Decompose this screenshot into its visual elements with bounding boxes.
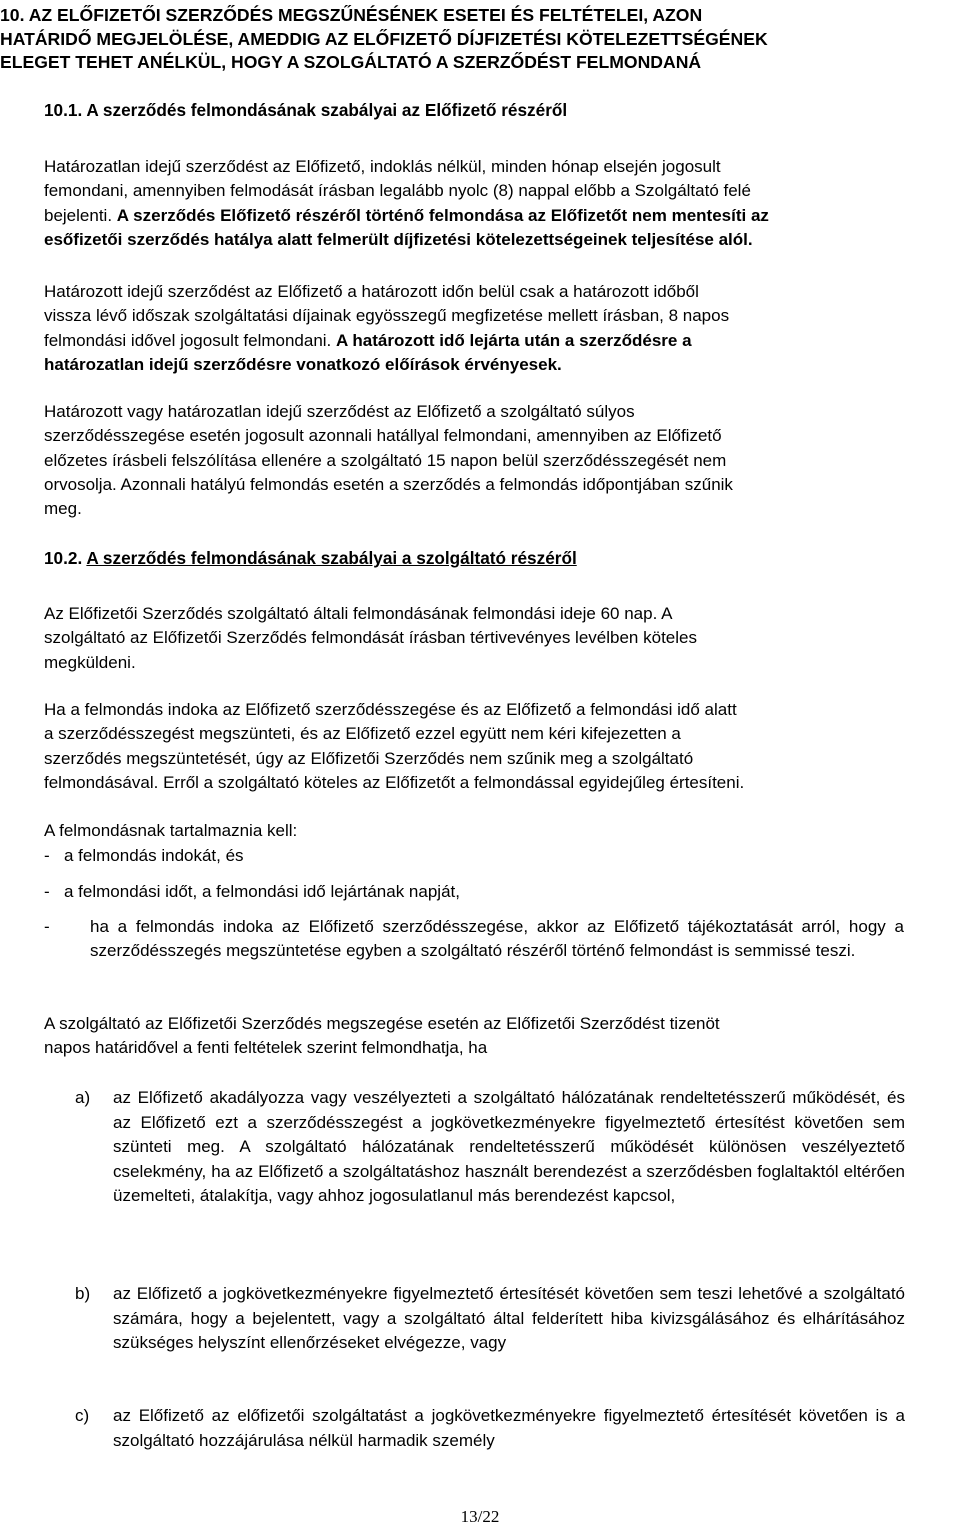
list-item (44, 844, 904, 868)
paragraph-line: szerződésszegése esetén jogosult azonnali hatállyal felmondani, amennyiben az Előfizető (44, 426, 722, 446)
heading-line-2: HATÁRIDŐ MEGJELÖLÉSE, AMEDDIG AZ ELŐFIZETŐ DÍJFIZETÉSI KÖTELEZETTSÉGÉNEK (0, 28, 768, 49)
paragraph-line: Ha a felmondás indoka az Előfizető szerződésszegése és az Előfizető a felmondási idő alatt (44, 700, 737, 719)
item-text: az Előfizető a jogkövetkezményekre figyelmeztető értesítését követően sem teszi lehetővé a szolgáltató számára, hogy a bejelentett, vagy a szolgáltató által felderített hiba kivizsgálásához és elhárításához szükséges helyszínt ellenőrzéseket elvégezze, vagy (113, 1284, 905, 1352)
paragraph-line: a szerződésszegést megszünteti, és az Előfizető ezzel együtt nem kéri kifejezetten a (44, 724, 681, 744)
paragraph-line: Az Előfizetői Szerződés szolgáltató általi felmondásának felmondási ideje 60 nap. A (44, 604, 673, 623)
paragraph-line: Határozott vagy határozatlan idejű szerződést az Előfizető a szolgáltató súlyos (44, 402, 635, 421)
paragraph-line: felmondási idővel jogosult felmondani. (44, 330, 332, 350)
section-10-1-heading (44, 100, 567, 121)
paragraph-line: A szolgáltató az Előfizetői Szerződés megszegése esetén az Előfizetői Szerződést tizenöt (44, 1014, 720, 1033)
paragraph-line: felmondásával. Erről a szolgáltató köteles az Előfizetőt a felmondással egyidejűleg értesíteni. (44, 772, 745, 792)
paragraph-line: Határozatlan idejű szerződést az Előfizető, indoklás nélkül, minden hónap elsején jogosult (44, 157, 721, 176)
section-10-2-heading (44, 548, 577, 569)
bold-sentence: A szerződés Előfizető részéről történő felmondása az Előfizetőt nem mentesíti az (116, 205, 769, 225)
paragraph-line: vissza lévő időszak szolgáltatási díjainak egyösszegű megfizetése mellett írásban, 8 napos (44, 306, 730, 326)
list-bullet: - (44, 846, 50, 865)
paragraph-line: megküldeni. (44, 652, 136, 672)
paragraph-notice-period (44, 602, 960, 675)
paragraph-fifteen-day-termination (44, 1012, 960, 1061)
section-number: 10.2. (44, 548, 83, 568)
heading-line-3: ELEGET TEHET ANÉLKÜL, HOGY A SZOLGÁLTATÓ A SZERZŐDÉST FELMONDANÁ (0, 52, 702, 72)
heading-line-1: 10. AZ ELŐFIZETŐI SZERZŐDÉS MEGSZŰNÉSÉNEK ESETEI ÉS FELTÉTELEI, AZON (0, 5, 703, 25)
chapter-heading (0, 4, 960, 75)
bold-sentence-continued: esőfizetői szerződés hatálya alatt felmerült díjfizetési kötelezettségeinek teljesítése alól. (44, 229, 753, 249)
lettered-item (75, 1404, 905, 1453)
paragraph-line: orvosolja. Azonnali hatályú felmondás esetén a szerződés a felmondás időpontjában szűnik (44, 474, 733, 494)
list-item-text: a felmondási időt, a felmondási idő lejártának napját, (64, 882, 460, 901)
item-text: az Előfizető az előfizetői szolgáltatást a jogkövetkezményekre figyelmeztető értesítését követően is a szolgáltató hozzájárulása nélkül harmadik személy (113, 1406, 905, 1450)
bold-sentence-continued: határozatlan idejű szerződésre vonatkozó előírások érvényesek. (44, 354, 562, 374)
item-label: b) (75, 1284, 91, 1303)
lettered-item (75, 1282, 905, 1356)
paragraph-definite-term (44, 280, 960, 377)
item-label: a) (75, 1088, 91, 1107)
paragraph-line: meg. (44, 499, 82, 519)
item-label: c) (75, 1406, 90, 1425)
section-title: A szerződés felmondásának szabályai a szolgáltató részéről (86, 548, 577, 568)
lettered-item (75, 1086, 905, 1209)
paragraph-line: napos határidővel a fenti feltételek szerint felmondhatja, ha (44, 1038, 488, 1058)
list-bullet: - (44, 882, 50, 901)
list-item (44, 880, 904, 904)
paragraph-breach-remedy (44, 698, 960, 795)
list-bullet: - (44, 917, 50, 936)
list-item (44, 915, 904, 964)
list-item-text: ha a felmondás indoka az Előfizető szerződésszegése, akkor az Előfizető tájékoztatását arról, hogy a szerződésszegés megszüntetése egyben a szolgáltató részéről történő felmondást is semmissé teszi. (90, 917, 904, 961)
paragraph-line: szerződés megszüntetését, úgy az Előfizetői Szerződés nem szűnik meg a szolgáltató (44, 748, 694, 768)
section-number: 10.1. (44, 100, 83, 120)
page-number: 13/22 (460, 1507, 500, 1526)
item-text: az Előfizető akadályozza vagy veszélyezteti a szolgáltató hálózatának rendeltetésszerű működését, és az Előfizető ezt a szerződésszegést a jogkövetkezményekre figyelmeztető értesítést követően sem szünteti meg. A szolgáltató hálózatának rendeltetésszerű működését különösen veszélyeztető cselekmény, ha az Előfizető a szolgáltatáshoz használt berendezést a szerződésben foglaltaktól eltérően üzemelteti, átalakítja, vagy ahhoz jogosulatlanul más berendezést kapcsol, (113, 1088, 905, 1205)
paragraph-line: előzetes írásbeli felszólítása ellenére a szolgáltató 15 napon belül szerződésszegését nem (44, 450, 727, 470)
paragraph-immediate-termination (44, 400, 960, 521)
section-title: A szerződés felmondásának szabályai az Előfizető részéről (86, 100, 568, 120)
paragraph-line: femondani, amennyiben felmodását írásban legalább nyolc (8) nappal előbb a Szolgáltató felé (44, 181, 751, 201)
paragraph-line: szolgáltató az Előfizetői Szerződés felmondását írásban tértivevényes levélben köteles (44, 628, 697, 648)
paragraph-indefinite-term (44, 155, 960, 252)
content-intro: A felmondásnak tartalmaznia kell: (44, 821, 298, 840)
paragraph-line: Határozott idejű szerződést az Előfizető a határozott időn belül csak a határozott időből (44, 282, 699, 301)
paragraph-line: bejelenti. (44, 205, 113, 225)
bold-sentence: A határozott idő lejárta után a szerződésre a (336, 330, 692, 350)
list-item-text: a felmondás indokát, és (64, 846, 244, 865)
